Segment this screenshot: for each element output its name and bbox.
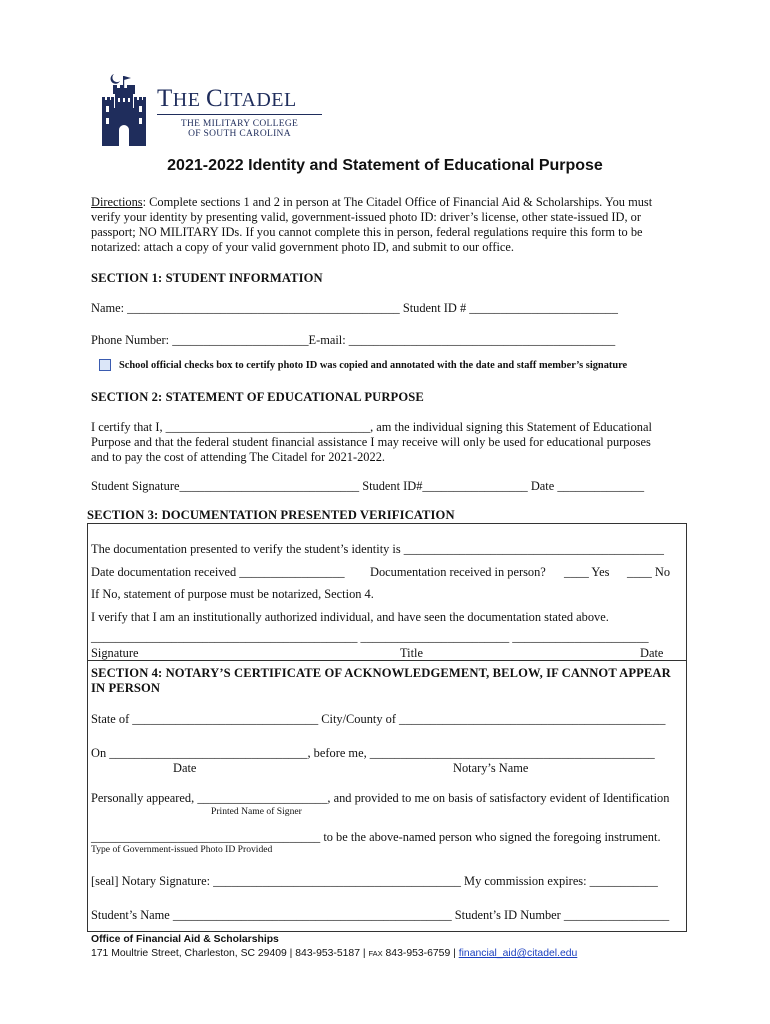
in-person-yes[interactable]: ____ Yes xyxy=(564,565,610,579)
title-label: Title xyxy=(400,646,423,660)
brand-subtitle-line-1: THE MILITARY COLLEGE xyxy=(180,119,299,129)
notary-name-label: Notary’s Name xyxy=(453,761,529,775)
photo-id-type-label: Type of Government-issued Photo ID Provided xyxy=(91,844,273,855)
personally-appeared-line[interactable]: Personally appeared, _____________________, and provided to me on basis of satisfactory evident of Identification xyxy=(91,791,670,805)
footer-contact xyxy=(91,948,577,959)
student-signature-line[interactable]: Student Signature_____________________________ Student ID#_________________ Date ______________ xyxy=(91,479,645,493)
brand-name: THE CITADEL xyxy=(157,85,297,112)
section-divider xyxy=(87,660,687,661)
page-title: 2021-2022 Identity and Statement of Educational Purpose xyxy=(167,157,603,174)
verify-statement: I verify that I am an institutionally authorized individual, and have seen the documentation stated above. xyxy=(91,610,609,624)
verification-box xyxy=(87,523,687,932)
checkbox-label: School official checks box to certify photo ID was copied and annotated with the date and staff member’s signature xyxy=(119,360,628,371)
footer-address: 171 Moultrie Street, Charleston, SC 29409 | 843-953-5187 | xyxy=(91,948,369,959)
section2-heading: SECTION 2: STATEMENT OF EDUCATIONAL PURPOSE xyxy=(91,390,424,404)
footer-email-link[interactable]: financial_aid@citadel.edu xyxy=(458,948,578,959)
footer-fax-label: FAX xyxy=(368,949,383,958)
student-name-id-line[interactable]: Student’s Name _____________________________________________ Student’s ID Number _________________ xyxy=(91,908,670,922)
in-person-question: Documentation received in person? xyxy=(370,565,546,579)
directions-text: : Complete sections 1 and 2 in person at The Citadel Office of Financial Aid & Scholarships. You must verify your identity by presenting valid, government-issued photo ID: driver’s license, other state-issued ID, or passport; NO MILITARY IDs. If you cannot complete this in person, federal regulations require this form to be notarized: attach a copy of your valid government photo ID, and submit to our office. xyxy=(91,195,653,254)
certify-line-3: and to pay the cost of attending The Citadel for 2021-2022. xyxy=(91,450,385,464)
printed-name-label: Printed Name of Signer xyxy=(211,806,302,817)
foregoing-instrument-line[interactable]: _____________________________________ to be the above-named person who signed the foregoing instrument. xyxy=(91,830,661,844)
notary-signature-line[interactable]: [seal] Notary Signature: ________________________________________ My commission expires: ___________ xyxy=(91,874,658,888)
brand-subtitle xyxy=(157,119,322,139)
state-county-line[interactable]: State of ______________________________ City/County of ___________________________________________ xyxy=(91,712,666,726)
section4-heading-line-1: SECTION 4: NOTARY’S CERTIFICATE OF ACKNOWLEDGEMENT, BELOW, IF CANNOT APPEAR xyxy=(91,666,671,680)
certify-line-1[interactable]: I certify that I, _________________________________, am the individual signing this Statement of Educational xyxy=(91,420,652,434)
brand-subtitle-line-2: OF SOUTH CAROLINA xyxy=(188,129,291,139)
signature-label: Signature xyxy=(91,646,139,660)
brand-divider xyxy=(157,114,322,115)
phone-email-field-line[interactable]: Phone Number: ______________________E-mail: ___________________________________________ xyxy=(91,333,616,347)
on-date-label: Date xyxy=(173,761,197,775)
in-person-no[interactable]: ____ No xyxy=(627,565,671,579)
section1-heading: SECTION 1: STUDENT INFORMATION xyxy=(91,271,323,285)
directions-label: Directions xyxy=(91,195,143,209)
section4-heading-line-2: IN PERSON xyxy=(91,681,161,695)
section3-heading: SECTION 3: DOCUMENTATION PRESENTED VERIFICATION xyxy=(87,508,455,522)
citadel-logo-icon xyxy=(100,72,152,148)
directions-paragraph xyxy=(91,195,681,255)
certify-line-2: Purpose and that the federal student financial assistance I may receive will only be used for educational purposes xyxy=(91,435,651,449)
date-label: Date xyxy=(640,646,664,660)
before-me-line[interactable]: On ________________________________, before me, ______________________________________________ xyxy=(91,746,655,760)
footer-office-name: Office of Financial Aid & Scholarships xyxy=(91,934,279,945)
documentation-line[interactable]: The documentation presented to verify the student’s identity is __________________________________________ xyxy=(91,542,664,556)
date-received-line[interactable]: Date documentation received _________________ xyxy=(91,565,345,579)
name-field-line[interactable]: Name: ____________________________________________ Student ID # ________________________ xyxy=(91,301,618,315)
footer-fax-number: 843-953-6759 | xyxy=(382,948,459,959)
if-no-note: If No, statement of purpose must be notarized, Section 4. xyxy=(91,587,374,601)
verifier-signature-blanks[interactable]: ___________________________________________ ________________________ ______________________ xyxy=(91,630,649,644)
photo-id-certified-checkbox[interactable] xyxy=(99,359,111,371)
